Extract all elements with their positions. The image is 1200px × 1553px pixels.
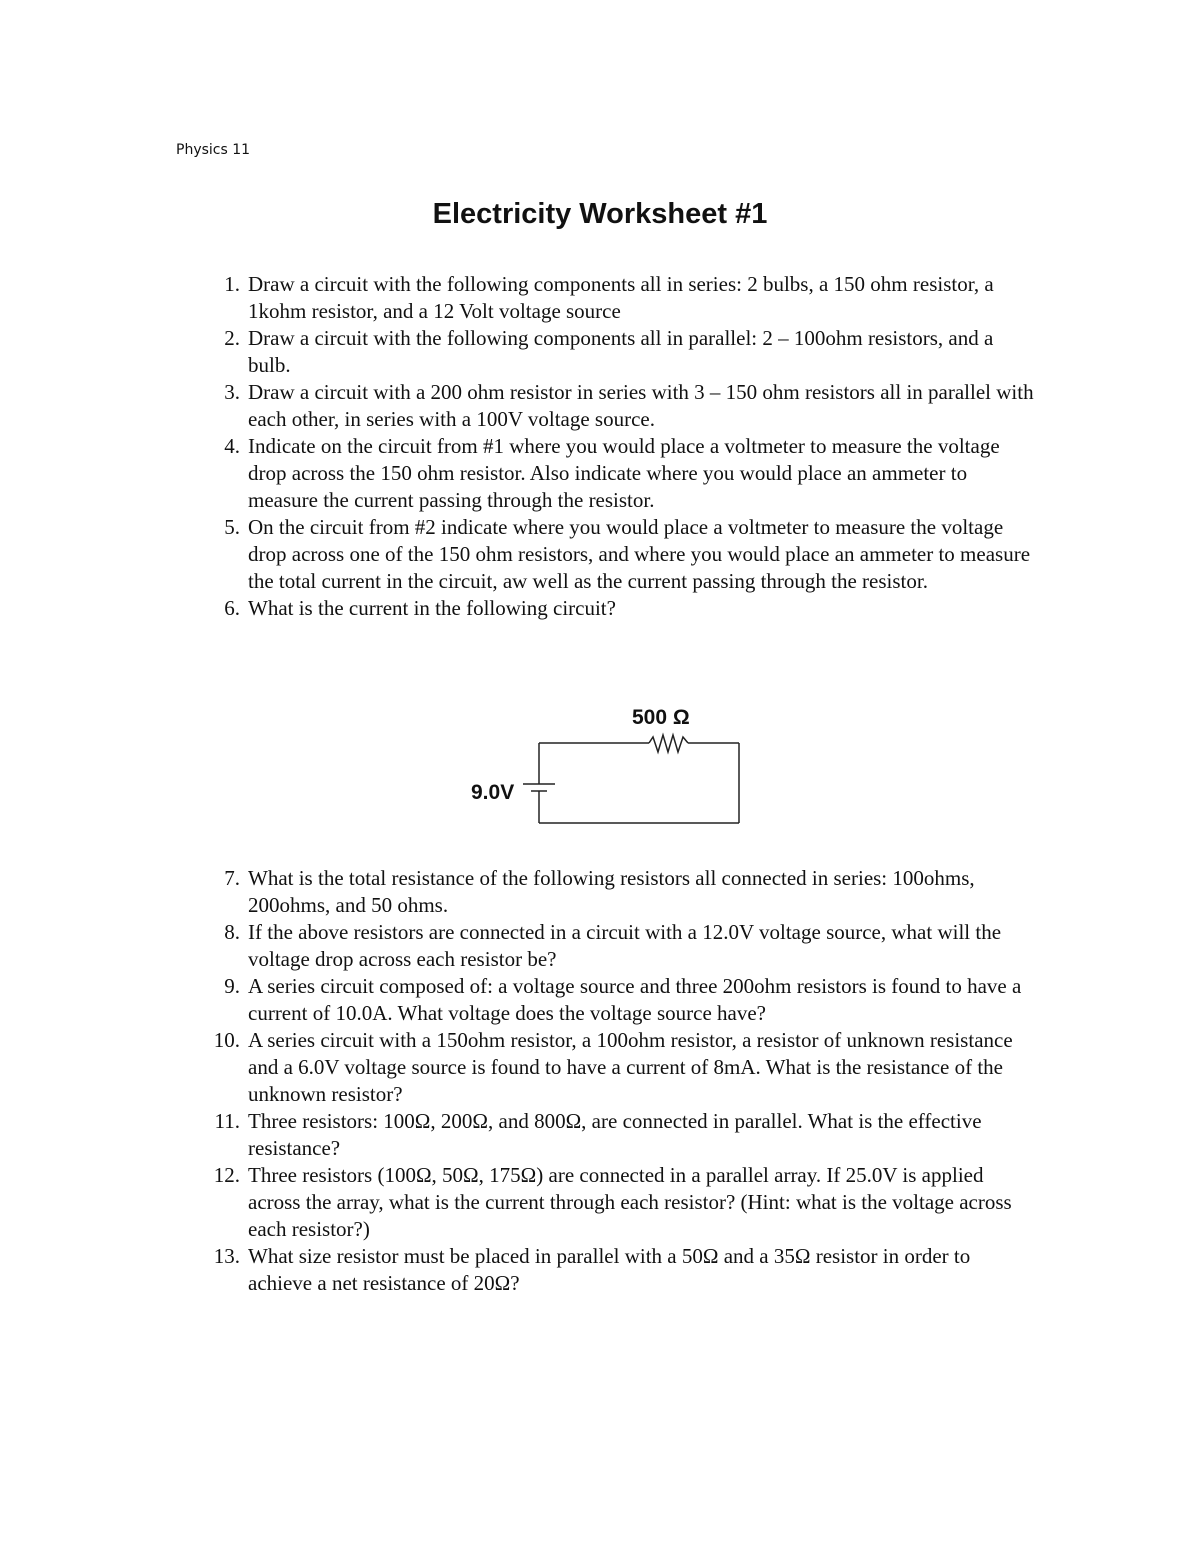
question-text: Draw a circuit with the following components all in parallel: 2 – 100ohm resistors, and a bulb. [248, 326, 994, 377]
question-text: Three resistors: 100Ω, 200Ω, and 800Ω, are connected in parallel. What is the effective resistance? [248, 1109, 982, 1160]
question-item [208, 1108, 1038, 1162]
question-number: 9. [224, 974, 240, 998]
course-header: Physics 11 [176, 142, 251, 158]
question-text: What is the total resistance of the following resistors all connected in series: 100ohms, 200ohms, and 50 ohms. [248, 866, 975, 917]
question-text: Draw a circuit with the following components all in series: 2 bulbs, a 150 ohm resistor, a 1kohm resistor, and a 12 Volt voltage source [248, 272, 994, 323]
question-number: 1. [224, 272, 240, 296]
question-text: Three resistors (100Ω, 50Ω, 175Ω) are connected in a parallel array. If 25.0V is applied across the array, what is the current through each resistor? (Hint: what is the voltage across each resistor?) [248, 1163, 1012, 1241]
worksheet-title: Electricity Worksheet #1 [432, 198, 768, 230]
question-item [208, 973, 1038, 1027]
question-item [208, 433, 1038, 514]
question-item [208, 1162, 1038, 1243]
question-text: What is the current in the following circuit? [248, 596, 616, 620]
question-number: 8. [224, 920, 240, 944]
circuit-diagram [455, 680, 755, 840]
question-text: What size resistor must be placed in parallel with a 50Ω and a 35Ω resistor in order to achieve a net resistance of 20Ω? [248, 1244, 971, 1295]
question-number: 10. [213, 1028, 240, 1052]
question-item [208, 514, 1038, 595]
question-item [208, 379, 1038, 433]
question-item [208, 595, 1038, 622]
question-number: 6. [224, 596, 240, 620]
question-number: 3. [224, 380, 240, 404]
question-number: 7. [224, 866, 240, 890]
source-label: 9.0V [471, 781, 515, 804]
question-number: 5. [224, 515, 240, 539]
question-text: A series circuit with a 150ohm resistor, a 100ohm resistor, a resistor of unknown resistance and a 6.0V voltage source is found to have a current of 8mA. What is the resistance of the unknown resistor? [248, 1028, 1013, 1106]
question-number: 13. [213, 1244, 240, 1268]
question-item [208, 1243, 1038, 1297]
question-text: Draw a circuit with a 200 ohm resistor in series with 3 – 150 ohm resistors all in parallel with each other, in series with a 100V voltage source. [248, 380, 1034, 431]
question-number: 4. [224, 434, 240, 458]
question-list-part2 [208, 865, 1038, 1297]
question-list-part1 [208, 271, 1038, 622]
question-number: 12. [213, 1163, 240, 1187]
question-item [208, 271, 1038, 325]
resistor-label: 500 Ω [632, 706, 690, 729]
question-text: On the circuit from #2 indicate where you would place a voltmeter to measure the voltage drop across one of the 150 ohm resistors, and where you would place an ammeter to measure the total current in the circuit, aw well as the current passing through the resistor. [248, 515, 1031, 593]
question-item [208, 919, 1038, 973]
question-text: If the above resistors are connected in a circuit with a 12.0V voltage source, what will the voltage drop across each resistor be? [248, 920, 1002, 971]
resistor-symbol [649, 735, 688, 752]
question-item [208, 865, 1038, 919]
question-item [208, 1027, 1038, 1108]
question-text: Indicate on the circuit from #1 where you would place a voltmeter to measure the voltage drop across the 150 ohm resistor. Also indicate where you would place an ammeter to measure the current passing through the resistor. [248, 434, 1000, 512]
question-number: 2. [224, 326, 240, 350]
question-item [208, 325, 1038, 379]
question-number: 11. [214, 1109, 240, 1133]
question-text: A series circuit composed of: a voltage source and three 200ohm resistors is found to have a current of 10.0A. What voltage does the voltage source have? [248, 974, 1022, 1025]
